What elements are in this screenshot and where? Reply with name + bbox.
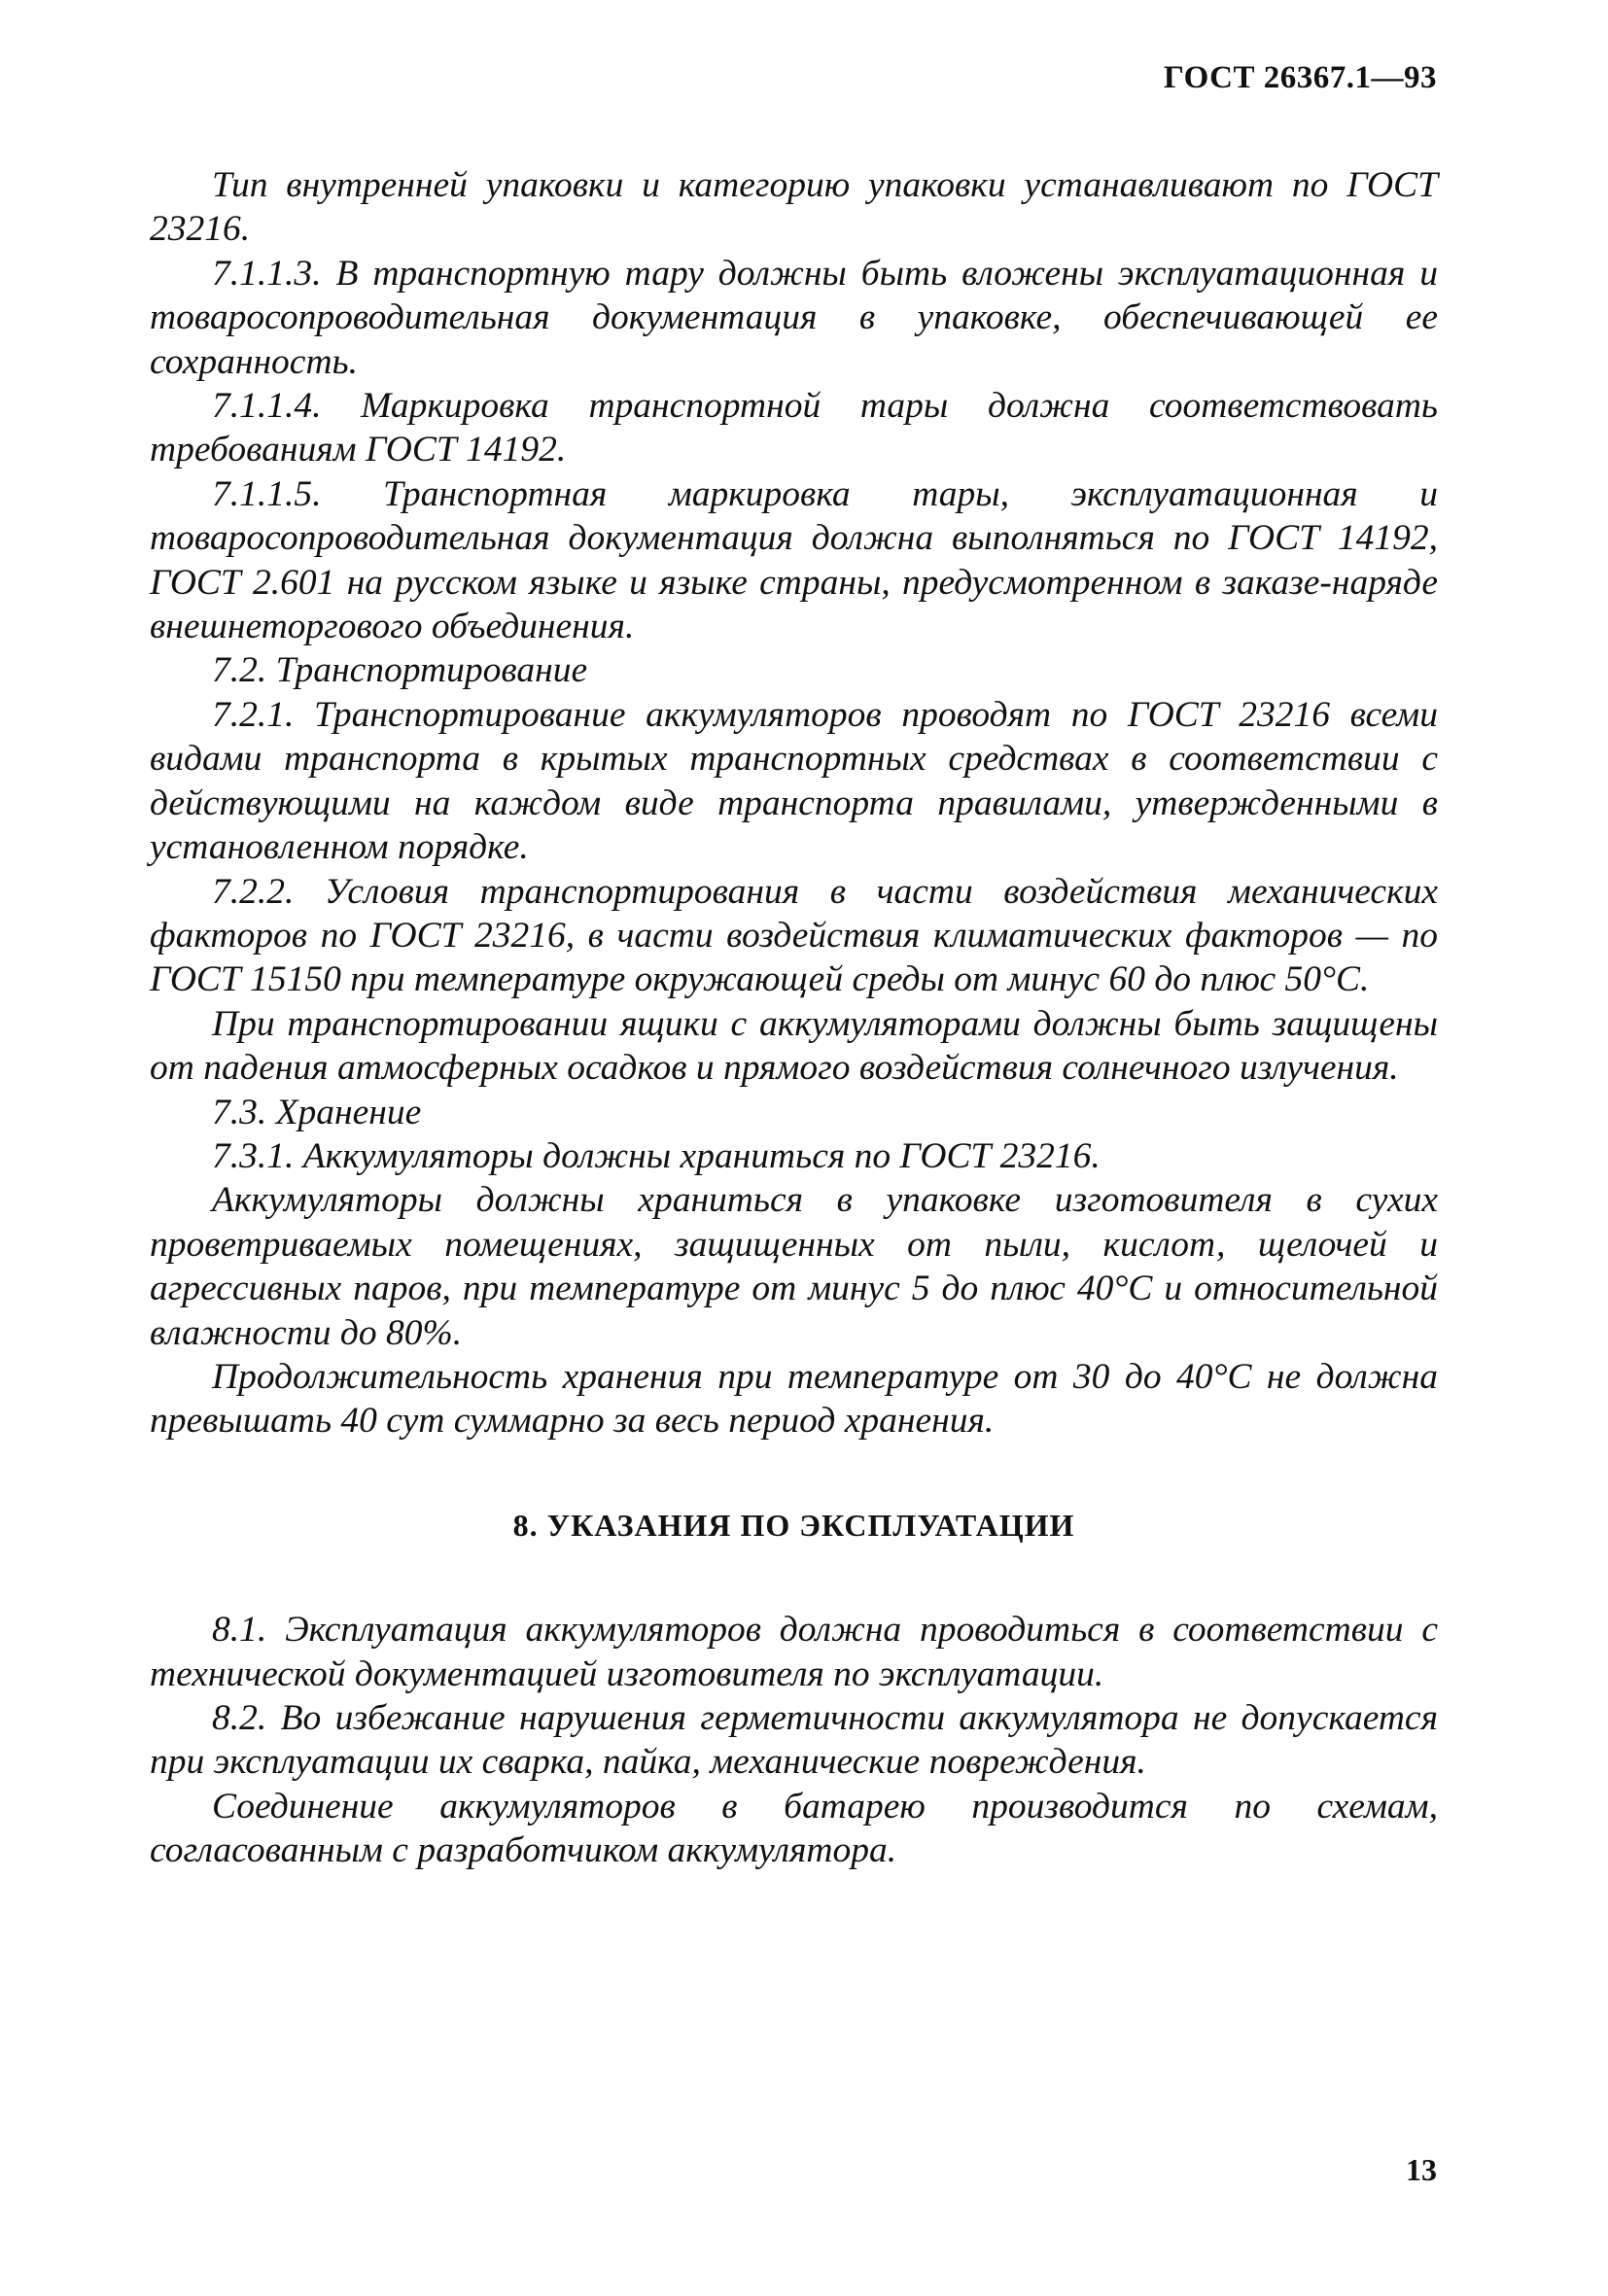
paragraph-7-1-1-5: 7.1.1.5. Транспортная маркировка тары, эксплуатационная и товаросопроводительная документация должна выполняться по ГОСТ 14192, ГОСТ 2.601 на русском языке и языке страны, предусмотренном в заказе-наряде внешнеторгового объединения. (150, 473, 1438, 647)
page-number: 13 (1406, 2152, 1437, 2187)
paragraph-7-1-1-3: 7.1.1.3. В транспортную тару должны быть вложены эксплуатационная и товаросопроводительная документация в упаковке, обеспечивающей ее сохранность. (150, 253, 1438, 382)
paragraph-storage-duration: Продолжительность хранения при температуре от 30 до 40°С не должна превышать 40 сут суммарно за весь период хранения. (150, 1356, 1438, 1442)
section-heading-operation: 8. УКАЗАНИЯ ПО ЭКСПЛУАТАЦИИ (512, 1507, 1075, 1543)
document-body (150, 163, 1438, 1873)
subsection-heading-storage: 7.3. Хранение (212, 1092, 422, 1132)
paragraph-transport-protection: При транспортировании ящики с аккумуляторами должны быть защищены от падения атмосферных осадков и прямого воздействия солнечного излучения. (150, 1003, 1438, 1089)
paragraph-7-3-1: 7.3.1. Аккумуляторы должны храниться по ГОСТ 23216. (212, 1135, 1101, 1176)
paragraph-8-1: 8.1. Эксплуатация аккумуляторов должна проводиться в соответствии с технической документацией изготовителя по эксплуатации. (150, 1610, 1438, 1694)
paragraph-battery-connection: Соединение аккумуляторов в батарею производится по схемам, согласованным с разработчиком аккумулятора. (150, 1786, 1438, 1871)
paragraph-7-1-1-4: 7.1.1.4. Маркировка транспортной тары должна соответствовать требованиям ГОСТ 14192. (150, 386, 1438, 470)
paragraph-packaging-type: Тип внутренней упаковки и категорию упаковки устанавливают по ГОСТ 23216. (150, 165, 1438, 250)
paragraph-8-2: 8.2. Во избежание нарушения герметичности аккумулятора не допускается при эксплуатации их сварка, пайка, механические повреждения. (150, 1698, 1438, 1783)
paragraph-7-2-2: 7.2.2. Условия транспортирования в части воздействия механических факторов по ГОСТ 23216, в части воздействия климатических факторов — по ГОСТ 15150 при температуре окружающей среды от минус 60 до плюс 50°С. (150, 871, 1438, 1000)
subsection-heading-transport: 7.2. Транспортирование (212, 650, 588, 691)
paragraph-7-2-1: 7.2.1. Транспортирование аккумуляторов проводят по ГОСТ 23216 всеми видами транспорта в крытых транспортных средствах в соответствии с действующими на каждом виде транспорта правилами, утвержденными в установленном порядке. (150, 694, 1438, 868)
document-code-header: ГОСТ 26367.1—93 (1163, 60, 1437, 95)
paragraph-storage-conditions: Аккумуляторы должны храниться в упаковке изготовителя в сухих проветриваемых помещениях, защищенных от пыли, кислот, щелочей и агрессивных паров, при температуре от минус 5 до плюс 40°С и относительной влажности до 80%. (150, 1180, 1438, 1353)
